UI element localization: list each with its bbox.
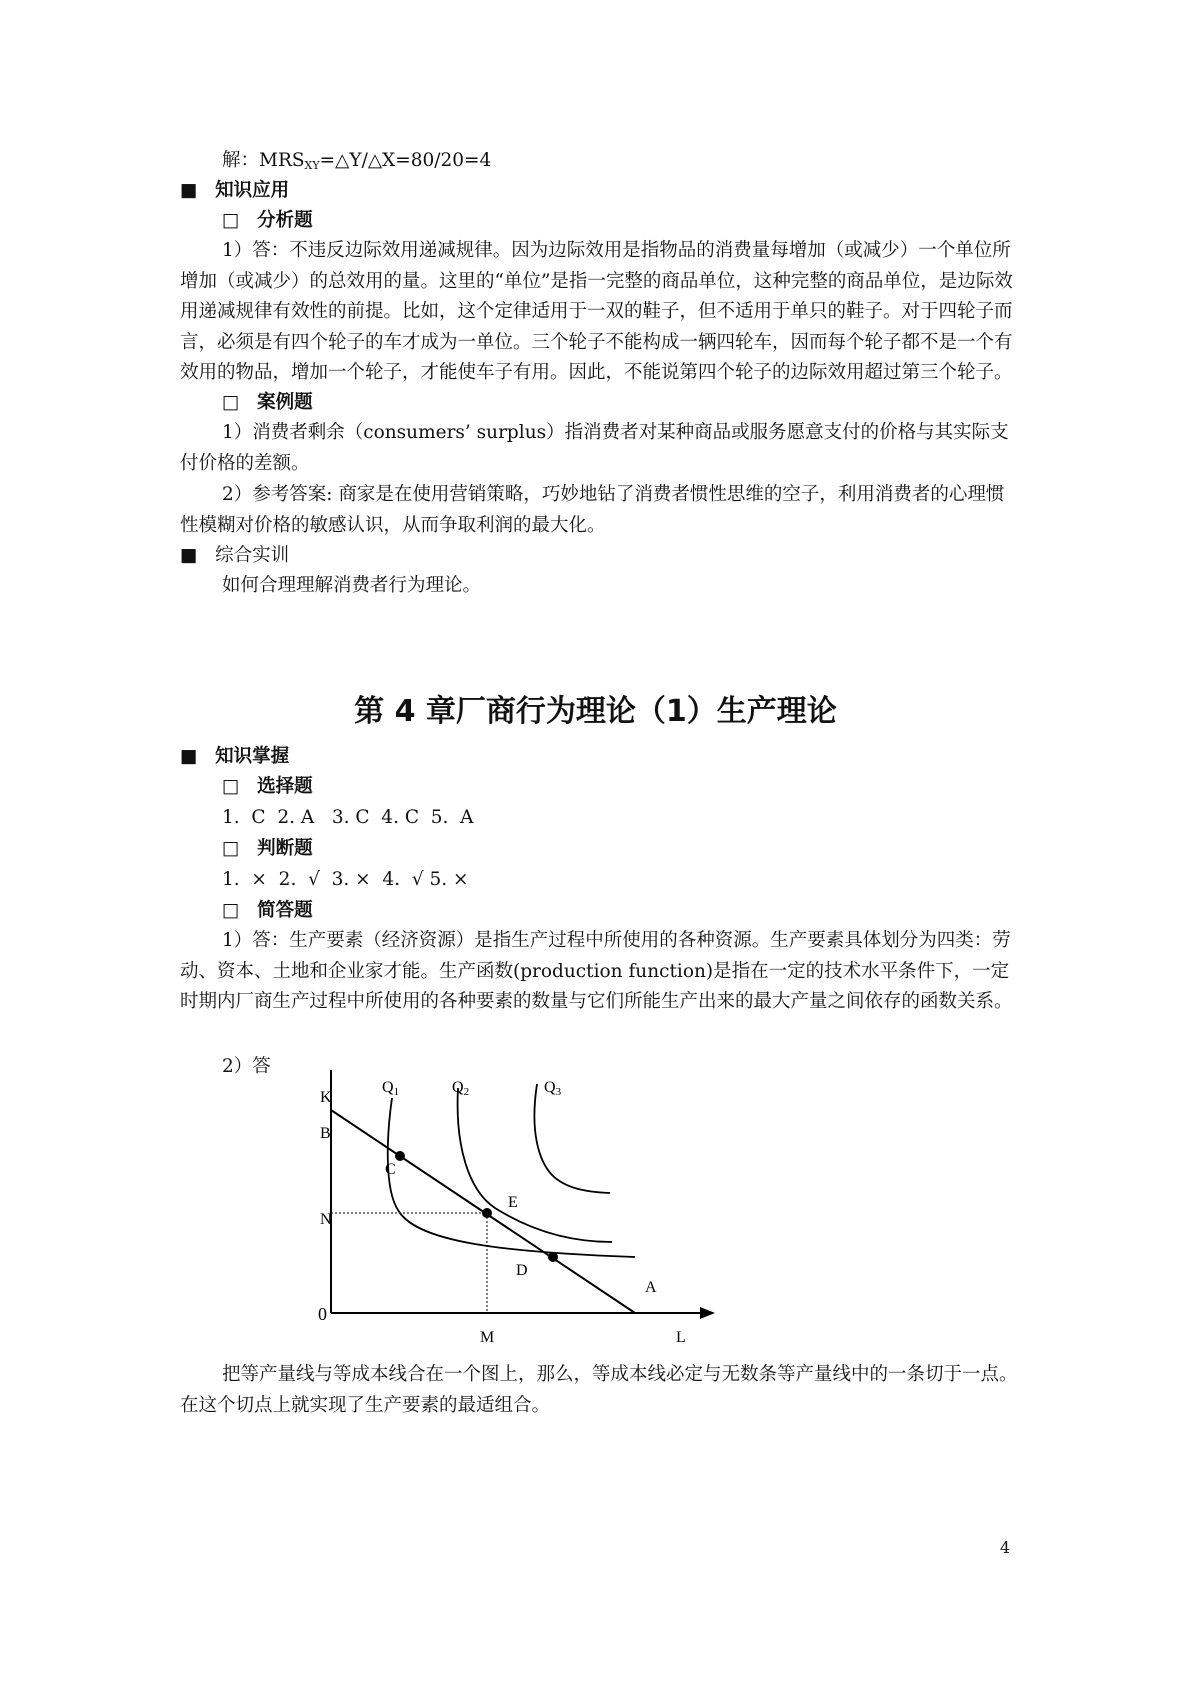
point-e	[482, 1208, 492, 1218]
subheading-analysis: □ 分析题	[222, 210, 313, 231]
label-a: A	[645, 1279, 657, 1296]
isoquant-q3	[534, 1084, 610, 1193]
judge-answers: 1. × 2. √ 3. × 4. √ 5. ×	[222, 869, 469, 890]
conclusion: 把等产量线与等成本线合在一个图上，那么，等成本线必定与无数条等产量线中的一条切于一点。在这个切点上就实现了生产要素的最适组合。	[180, 1364, 1018, 1416]
choice-answers: 1. C 2. A 3. C 4. C 5. A	[222, 807, 474, 828]
case-answer-1: 1）消费者剩余（consumers’ surplus）指消费者对某种商品或服务愿意支付的价格与其实际支付价格的差额。	[180, 422, 1009, 474]
label-m: M	[480, 1329, 495, 1346]
label-k: K	[320, 1089, 332, 1106]
point-c	[395, 1151, 405, 1161]
label-e: E	[508, 1194, 518, 1211]
case-answer-2: 2）参考答案: 商家是在使用营销策略，巧妙地钻了消费者惯性思维的空子，利用消费者的心理惯性模糊对价格的敏感认识，从而争取利润的最大化。	[180, 484, 1005, 536]
subheading-choice: □ 选择题	[222, 776, 313, 797]
subheading-case: □ 案例题	[222, 392, 313, 413]
label-c: C	[385, 1161, 396, 1178]
label-q3: Q3	[544, 1079, 562, 1098]
label-d: D	[516, 1262, 528, 1279]
subheading-short: □ 简答题	[222, 900, 313, 921]
l-axis-arrow	[700, 1307, 715, 1319]
label-origin: 0	[318, 1304, 327, 1324]
short-answer-1: 1）答：生产要素（经济资源）是指生产过程中所使用的各种资源。生产要素具体划分为四类：劳动、资本、土地和企业家才能。生产函数(production function)是指在一定的技术水平条件下，一定时期内厂商生产过程中所使用的各种要素的数量与它们所能生产出来的最大产量之间依存的函数关系。	[180, 930, 1013, 1012]
section-heading-knowledge-master: ■ 知识掌握	[180, 746, 290, 767]
section-heading-practice: ■ 综合实训	[180, 545, 290, 566]
short-answer-2-prefix: 2）答	[222, 1056, 271, 1077]
label-n: N	[320, 1211, 332, 1228]
label-l: L	[676, 1329, 686, 1346]
analysis-answer: 1）答：不违反边际效用递减规律。因为边际效用是指物品的消费量每增加（或减少）一个单位所增加（或减少）的总效用的量。这里的“单位”是指一完整的商品单位，这种完整的商品单位，是边际效用递减规律有效性的前提。比如，这个定律适用于一双的鞋子，但不适用于单只的鞋子。对于四轮子而言，必须是有四个轮子的车才成为一单位。三个轮子不能构成一辆四轮车，因而每个轮子都不是一个有效用的物品，增加一个轮子，才能使车子有用。因此，不能说第四个轮子的边际效用超过第三个轮子。	[180, 240, 1013, 383]
solution-line: 解：$MRS_{XY}=\triangle Y/\triangle X=80/20=4$	[222, 150, 492, 172]
isoquant-q1	[388, 1098, 635, 1257]
label-q1: Q1	[382, 1079, 400, 1098]
label-q2: Q2	[452, 1079, 470, 1098]
subheading-judge: □ 判断题	[222, 838, 313, 859]
section-heading-knowledge-apply: ■ 知识应用	[180, 180, 290, 201]
label-b: B	[320, 1125, 331, 1142]
practice-text: 如何合理理解消费者行为理论。	[222, 575, 482, 596]
chapter-title: 第 4 章厂商行为理论（1）生产理论	[354, 694, 837, 729]
isoquant-isocost-diagram	[290, 1050, 750, 1350]
page-number: 4	[1000, 1538, 1011, 1557]
point-d	[548, 1252, 558, 1262]
